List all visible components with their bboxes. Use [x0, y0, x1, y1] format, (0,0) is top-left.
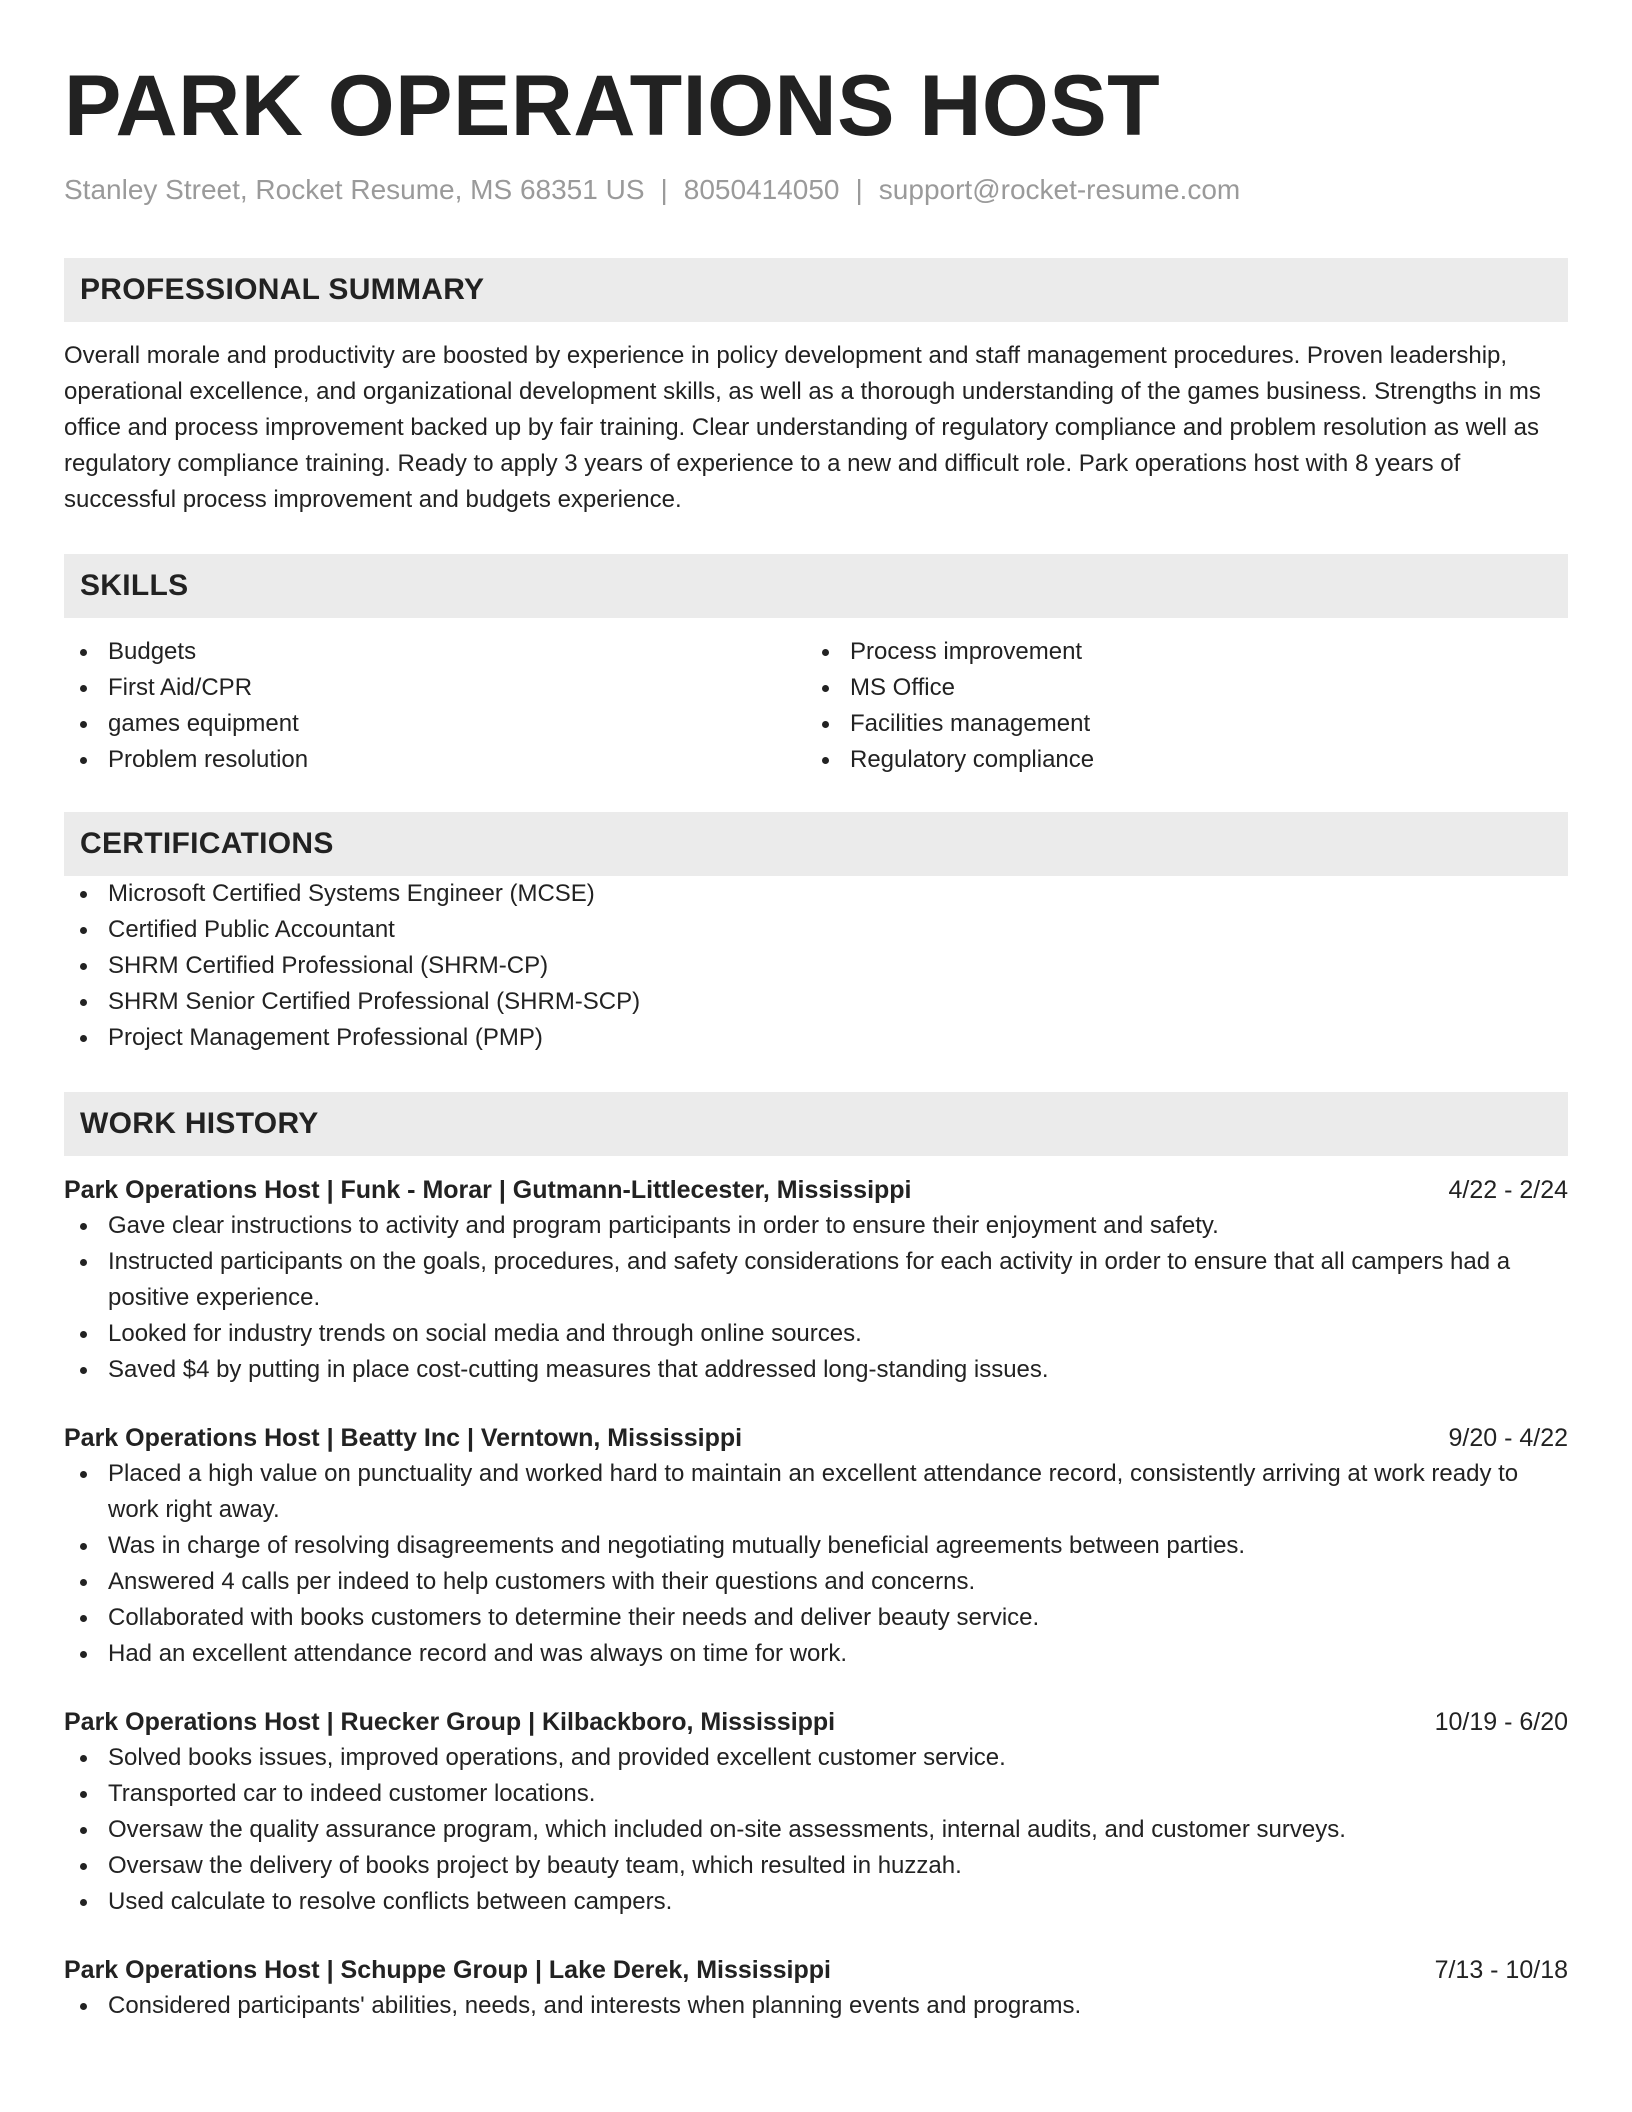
- job-bullet: Transported car to indeed customer locations.: [64, 1776, 1568, 1812]
- job-title: Park Operations Host | Schuppe Group | Lake Derek, Mississippi: [64, 1956, 831, 1984]
- job-dates: 9/20 - 4/22: [1448, 1424, 1568, 1452]
- contact-email: support@rocket-resume.com: [878, 174, 1241, 205]
- job-entry: [64, 1704, 1568, 1920]
- job-dates: 4/22 - 2/24: [1448, 1176, 1568, 1204]
- certifications-list: [64, 876, 1568, 1056]
- job-header: [64, 1172, 1568, 1208]
- contact-separator: |: [660, 174, 668, 205]
- job-bullet: Oversaw the quality assurance program, which included on-site assessments, internal audits, and customer surveys.: [64, 1812, 1568, 1848]
- skill-item: games equipment: [64, 706, 806, 742]
- skill-item: Regulatory compliance: [806, 742, 1548, 778]
- skills-grid: [64, 634, 1568, 778]
- skill-item: First Aid/CPR: [64, 670, 806, 706]
- skill-item: Problem resolution: [64, 742, 806, 778]
- job-entry: [64, 1952, 1568, 2024]
- skill-item: Budgets: [64, 634, 806, 670]
- job-dates: 7/13 - 10/18: [1434, 1956, 1568, 1984]
- job-bullet: Instructed participants on the goals, procedures, and safety considerations for each activity in order to ensure that all campers had a positive experience.: [64, 1244, 1568, 1316]
- job-title: Park Operations Host | Ruecker Group | Kilbackboro, Mississippi: [64, 1708, 836, 1736]
- job-bullet: Had an excellent attendance record and was always on time for work.: [64, 1636, 1568, 1672]
- job-header: [64, 1704, 1568, 1740]
- job-bullet: Was in charge of resolving disagreements and negotiating mutually beneficial agreements between parties.: [64, 1528, 1568, 1564]
- section-heading-summary: PROFESSIONAL SUMMARY: [64, 258, 1568, 322]
- certification-item: SHRM Senior Certified Professional (SHRM-SCP): [64, 984, 1568, 1020]
- certification-item: Project Management Professional (PMP): [64, 1020, 1568, 1056]
- skills-section: [64, 554, 1568, 778]
- job-title: Park Operations Host | Funk - Morar | Gutmann-Littlecester, Mississippi: [64, 1176, 912, 1204]
- contact-separator: |: [855, 174, 863, 205]
- certification-item: Certified Public Accountant: [64, 912, 1568, 948]
- job-bullet: Placed a high value on punctuality and worked hard to maintain an excellent attendance record, consistently arriving at work ready to work right away.: [64, 1456, 1568, 1528]
- job-entry: [64, 1420, 1568, 1672]
- certifications-section: [64, 812, 1568, 1056]
- job-bullet: Used calculate to resolve conflicts between campers.: [64, 1884, 1568, 1920]
- job-header: [64, 1420, 1568, 1456]
- job-entry: [64, 1172, 1568, 1388]
- work-history-section: [64, 1092, 1568, 2024]
- contact-address: Stanley Street, Rocket Resume, MS 68351 US: [64, 174, 645, 205]
- skill-item: Facilities management: [806, 706, 1548, 742]
- job-bullet-list: [64, 1988, 1568, 2024]
- job-bullet: Considered participants' abilities, needs, and interests when planning events and programs.: [64, 1988, 1568, 2024]
- summary-text: Overall morale and productivity are boosted by experience in policy development and staff management procedures. Proven leadership, operational excellence, and organizational development skills, as well as a thorough understanding of the games business. Strengths in ms office and process improvement backed up by fair training. Clear understanding of regulatory compliance and problem resolution as well as regulatory compliance training. Ready to apply 3 years of experience to a new and difficult role. Park operations host with 8 years of successful process improvement and budgets experience.: [64, 342, 1541, 513]
- job-bullet: Collaborated with books customers to determine their needs and deliver beauty service.: [64, 1600, 1568, 1636]
- skill-item: Process improvement: [806, 634, 1548, 670]
- certification-item: SHRM Certified Professional (SHRM-CP): [64, 948, 1568, 984]
- certification-item: Microsoft Certified Systems Engineer (MCSE): [64, 876, 1568, 912]
- professional-summary-section: [64, 258, 1568, 518]
- skill-item: MS Office: [806, 670, 1548, 706]
- contact-line: [64, 172, 1568, 208]
- job-bullet: Gave clear instructions to activity and program participants in order to ensure their enjoyment and safety.: [64, 1208, 1568, 1244]
- job-bullet: Answered 4 calls per indeed to help customers with their questions and concerns.: [64, 1564, 1568, 1600]
- job-bullet: Looked for industry trends on social media and through online sources.: [64, 1316, 1568, 1352]
- contact-phone: 8050414050: [683, 174, 840, 205]
- job-bullet: Solved books issues, improved operations, and provided excellent customer service.: [64, 1740, 1568, 1776]
- candidate-title: PARK OPERATIONS HOST: [64, 58, 1161, 154]
- job-title: Park Operations Host | Beatty Inc | Verntown, Mississippi: [64, 1424, 743, 1452]
- section-heading-skills: SKILLS: [64, 554, 1568, 618]
- skills-column-right: [806, 634, 1548, 778]
- job-bullet-list: [64, 1456, 1568, 1672]
- job-bullet: Oversaw the delivery of books project by beauty team, which resulted in huzzah.: [64, 1848, 1568, 1884]
- job-bullet-list: [64, 1740, 1568, 1920]
- job-header: [64, 1952, 1568, 1988]
- job-bullet: Saved $4 by putting in place cost-cutting measures that addressed long-standing issues.: [64, 1352, 1568, 1388]
- section-heading-work-history: WORK HISTORY: [64, 1092, 1568, 1156]
- job-dates: 10/19 - 6/20: [1434, 1708, 1568, 1736]
- section-heading-certifications: CERTIFICATIONS: [64, 812, 1568, 876]
- job-bullet-list: [64, 1208, 1568, 1388]
- skills-column-left: [64, 634, 806, 778]
